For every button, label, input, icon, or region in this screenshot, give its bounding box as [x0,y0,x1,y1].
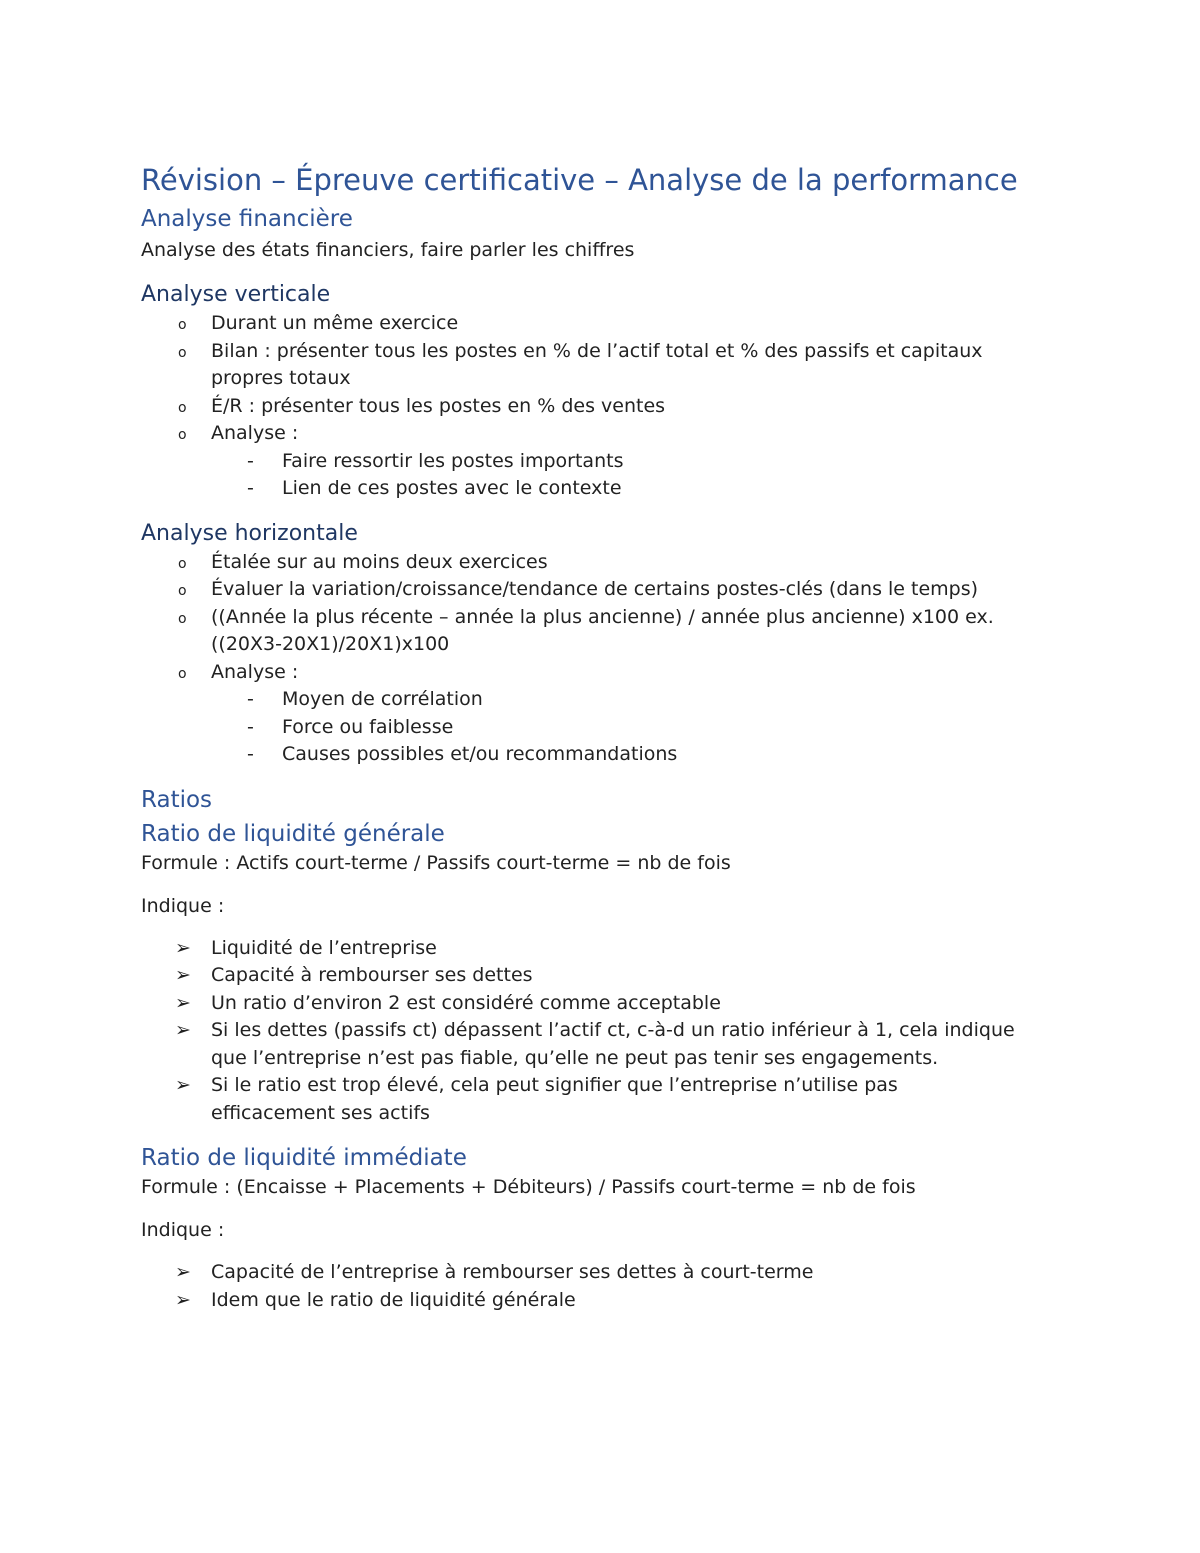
list-item: ➢ Liquidité de l’entreprise [141,935,1061,963]
list-item: - Causes possibles et/ou recommandations [141,741,1061,769]
indique-label: Indique : [141,1219,225,1241]
list-item: ➢ Un ratio d’environ 2 est considéré comme acceptable [141,990,1061,1018]
formula-liquidite-generale: Formule : Actifs court-terme / Passifs court-terme = nb de fois [141,851,731,874]
arrow-bullet-icon: ➢ [175,1261,191,1283]
sublist-analyse-verticale [141,448,1061,503]
heading-analyse-horizontale: Analyse horizontale [141,520,358,546]
document-title: Révision – Épreuve certificative – Analyse de la performance [141,163,1018,197]
list-item: o É/R : présenter tous les postes en % des ventes [141,393,1061,421]
list-item: ➢ Capacité de l’entreprise à rembourser ses dettes à court-terme [141,1259,1061,1287]
list-liquidite-generale [141,935,1061,1128]
arrow-bullet-icon: ➢ [175,1074,191,1096]
list-item: - Faire ressortir les postes importants [141,448,1061,476]
list-item: o ((Année la plus récente – année la plus ancienne) / année plus ancienne) x100 ex. ((20X3-20X1)/20X1)x100 [178,605,994,655]
indique-label: Indique : [141,894,225,917]
circle-bullet-icon: o [178,427,187,443]
list-liquidite-immediate [141,1259,1061,1314]
list-item: - Moyen de corrélation [141,686,1061,714]
list-item: ➢ Si les dettes (passifs ct) dépassent l’actif ct, c-à-d un ratio inférieur à 1, cela indique que l’entreprise n’est pas fiable, qu’elle ne peut pas tenir ses engagements. [175,1019,1015,1069]
arrow-bullet-icon: ➢ [175,991,191,1014]
list-item: o Étalée sur au moins deux exercices [141,549,1061,577]
circle-bullet-icon: o [178,555,187,572]
dash-bullet-icon: - [247,688,254,710]
document-page [141,160,1061,1314]
circle-bullet-icon: o [178,665,187,682]
list-item: o Bilan : présenter tous les postes en % de l’actif total et % des passifs et capitaux propres totaux [178,339,983,389]
list-item: ➢ Capacité à rembourser ses dettes [141,962,1061,990]
list-item: o Évaluer la variation/croissance/tendance de certains postes-clés (dans le temps) [141,576,1061,604]
list-item: o Durant un même exercice [141,310,1061,338]
list-item: ➢ Idem que le ratio de liquidité générale [141,1287,1061,1315]
heading-analyse-verticale: Analyse verticale [141,282,331,307]
dash-bullet-icon: - [247,477,254,499]
sublist-analyse-horizontale [141,686,1061,769]
list-item: - Force ou faiblesse [141,714,1061,742]
list-item: o Analyse : [141,420,1061,448]
list-analyse-horizontale [141,549,1061,687]
arrow-bullet-icon: ➢ [175,1288,191,1311]
formula-liquidite-immediate: Formule : (Encaisse + Placements + Débiteurs) / Passifs court-terme = nb de fois [141,1176,916,1198]
list-item: - Lien de ces postes avec le contexte [141,475,1061,503]
list-item: ➢ Si le ratio est trop élevé, cela peut signifier que l’entreprise n’utilise pas efficacement ses actifs [175,1074,898,1124]
circle-bullet-icon: o [178,344,187,361]
arrow-bullet-icon: ➢ [175,1019,191,1041]
heading-ratios: Ratios [141,786,213,813]
circle-bullet-icon: o [178,399,187,416]
list-item: o Analyse : [141,659,1061,687]
heading-ratio-liquidite-immediate: Ratio de liquidité immédiate [141,1145,467,1171]
heading-analyse-financiere: Analyse financière [141,206,353,232]
circle-bullet-icon: o [178,610,187,627]
dash-bullet-icon: - [247,449,254,472]
arrow-bullet-icon: ➢ [175,936,191,959]
heading-ratio-liquidite-generale: Ratio de liquidité générale [141,820,445,847]
circle-bullet-icon: o [178,583,187,599]
arrow-bullet-icon: ➢ [175,964,191,986]
circle-bullet-icon: o [178,317,187,333]
text-analyse-financiere: Analyse des états financiers, faire parler les chiffres [141,239,635,261]
list-analyse-verticale [141,310,1061,448]
dash-bullet-icon: - [247,715,254,738]
dash-bullet-icon: - [247,743,254,765]
